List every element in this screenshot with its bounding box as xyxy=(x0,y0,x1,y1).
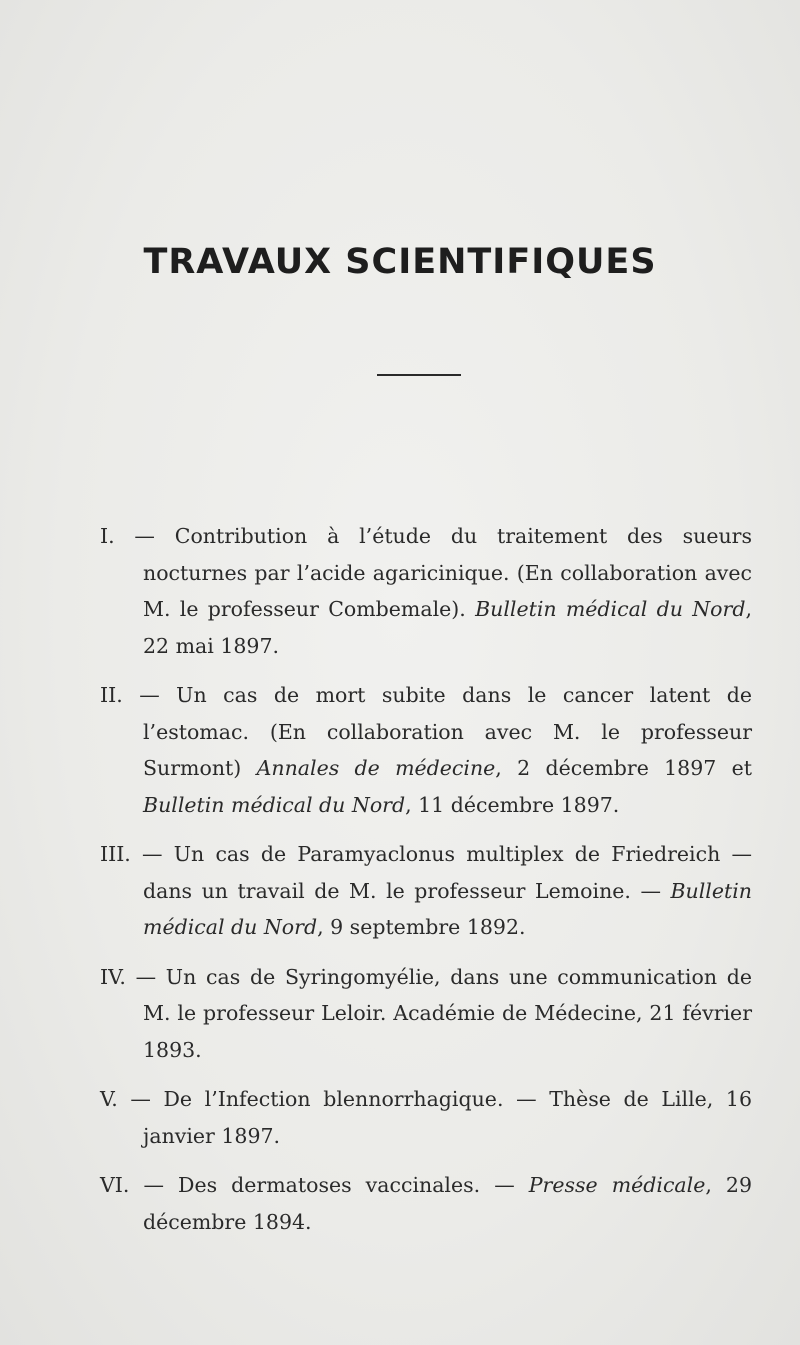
publication-entry xyxy=(100,1167,752,1240)
page-title: TRAVAUX SCIENTIFIQUES xyxy=(143,242,657,282)
publication-list xyxy=(100,518,752,1253)
journal-title: Presse médicale xyxy=(528,1173,706,1197)
publication-entry xyxy=(100,959,752,1069)
publication-entry xyxy=(100,1081,752,1154)
entry-text: , 2 décembre 1897 et xyxy=(495,756,752,780)
entry-text: Un cas de Syringomyélie, dans une communication de M. le professeur Leloir. Académie de Médecine, 21 février 1893. xyxy=(143,964,753,1062)
publication-entry xyxy=(100,518,752,664)
entry-number: IV. — xyxy=(100,964,157,989)
entry-text: Contribution à l’étude du traitement des sueurs nocturnes par l’acide agaricinique. (En collaboration avec M. le professeur Combemale). xyxy=(143,524,752,621)
journal-title: Bulletin médical du Nord xyxy=(143,878,752,939)
entry-number: III. — xyxy=(100,842,163,866)
entry-text: , 11 décembre 1897. xyxy=(405,792,620,817)
entry-number: I. — xyxy=(100,524,155,548)
entry-text: Des dermatoses vaccinales. — xyxy=(163,1173,529,1197)
entry-number: VI. — xyxy=(100,1173,164,1197)
journal-title: Bulletin médical du Nord xyxy=(475,597,746,621)
entry-number: V. — xyxy=(100,1087,151,1111)
title-divider xyxy=(377,374,461,376)
entry-text: , 9 septembre 1892. xyxy=(317,915,526,939)
entry-text: Un cas de Paramyaclonus multiplex de Friedreich — dans un travail de M. le professeur Lemoine. — xyxy=(143,842,752,903)
journal-title: Bulletin médical du Nord xyxy=(143,792,406,817)
journal-title: Annales de médecine xyxy=(256,756,496,780)
entry-number: II. — xyxy=(100,683,160,707)
entry-text: , 22 mai 1897. xyxy=(143,597,752,658)
entry-text: De l’Infection blennorrhagique. — Thèse de Lille, 16 janvier 1897. xyxy=(143,1087,753,1148)
entry-text: , 29 décembre 1894. xyxy=(143,1173,752,1234)
entry-text: Un cas de mort subite dans le cancer latent de l’estomac. (En collaboration avec M. le professeur Surmont) xyxy=(143,683,752,780)
publication-entry xyxy=(100,677,752,823)
publication-entry xyxy=(100,836,752,946)
